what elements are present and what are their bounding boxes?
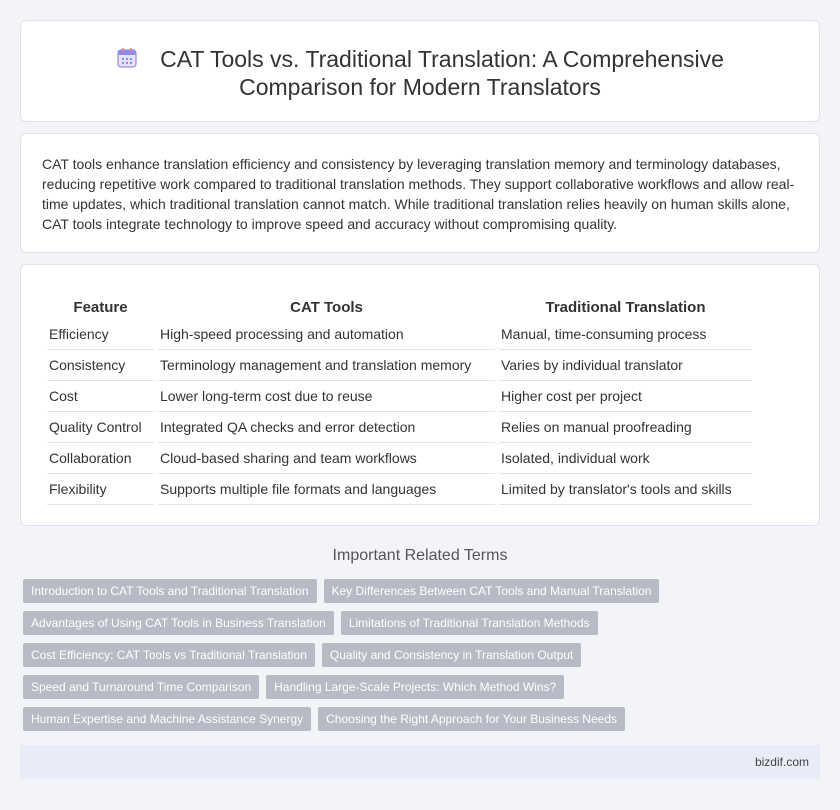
comparison-table — [43, 295, 756, 505]
title-line-2: Comparison for Modern Translators — [239, 74, 601, 100]
table-cell: Varies by individual translator — [499, 350, 752, 381]
header-cat-tools: CAT Tools — [290, 298, 363, 316]
table-cell: Quality Control — [47, 412, 154, 443]
title-card — [20, 20, 820, 122]
table-cell: Higher cost per project — [499, 381, 752, 412]
table-row — [47, 443, 752, 474]
related-term-tag[interactable]: Quality and Consistency in Translation Output — [322, 643, 581, 667]
header-traditional: Traditional Translation — [545, 298, 706, 316]
related-term-tag[interactable]: Cost Efficiency: CAT Tools vs Traditional Translation — [23, 643, 315, 667]
table-row — [47, 319, 752, 350]
table-cell: Efficiency — [47, 319, 154, 350]
related-term-tag[interactable]: Key Differences Between CAT Tools and Manual Translation — [324, 579, 660, 603]
header-feature: Feature — [73, 298, 128, 316]
related-term-tag[interactable]: Choosing the Right Approach for Your Business Needs — [318, 707, 625, 731]
table-cell: Cost — [47, 381, 154, 412]
table-row — [47, 350, 752, 381]
table-row — [47, 474, 752, 505]
table-cell: Flexibility — [47, 474, 154, 505]
table-header-row — [47, 295, 752, 319]
table-cell: Relies on manual proofreading — [499, 412, 752, 443]
related-terms-list — [23, 579, 803, 739]
intro-paragraph: CAT tools enhance translation efficiency and consistency by leveraging translation memory and terminology databases, reducing repetitive work compared to traditional translation methods. They support collaborative workflows and allow real-time updates, which traditional translation cannot match. While traditional translation relies heavily on human skills alone, CAT tools integrate technology to improve speed and accuracy without compromising quality. — [42, 156, 795, 232]
table-cell: Terminology management and translation memory — [158, 350, 495, 381]
table-cell: Limited by translator's tools and skills — [499, 474, 752, 505]
title-line-1: CAT Tools vs. Traditional Translation: A Comprehensive — [160, 46, 724, 72]
related-terms-heading: Important Related Terms — [332, 547, 508, 564]
related-term-tag[interactable]: Limitations of Traditional Translation Methods — [341, 611, 598, 635]
table-cell: Collaboration — [47, 443, 154, 474]
table-row — [47, 381, 752, 412]
footer — [20, 745, 820, 779]
table-cell: High-speed processing and automation — [158, 319, 495, 350]
comparison-card — [20, 264, 820, 526]
related-term-tag[interactable]: Handling Large-Scale Projects: Which Method Wins? — [266, 675, 564, 699]
table-cell: Cloud-based sharing and team workflows — [158, 443, 495, 474]
table-row — [47, 412, 752, 443]
related-term-tag[interactable]: Human Expertise and Machine Assistance Synergy — [23, 707, 311, 731]
related-term-tag[interactable]: Introduction to CAT Tools and Traditional Translation — [23, 579, 317, 603]
calendar-icon — [116, 47, 138, 69]
table-cell: Manual, time-consuming process — [499, 319, 752, 350]
related-term-tag[interactable]: Speed and Turnaround Time Comparison — [23, 675, 259, 699]
page-title — [21, 45, 819, 101]
table-cell: Consistency — [47, 350, 154, 381]
table-cell: Isolated, individual work — [499, 443, 752, 474]
intro-card — [20, 133, 820, 253]
footer-brand-link[interactable]: bizdif.com — [754, 755, 809, 769]
table-cell: Integrated QA checks and error detection — [158, 412, 495, 443]
table-cell: Lower long-term cost due to reuse — [158, 381, 495, 412]
table-cell: Supports multiple file formats and languages — [158, 474, 495, 505]
related-term-tag[interactable]: Advantages of Using CAT Tools in Business Translation — [23, 611, 334, 635]
